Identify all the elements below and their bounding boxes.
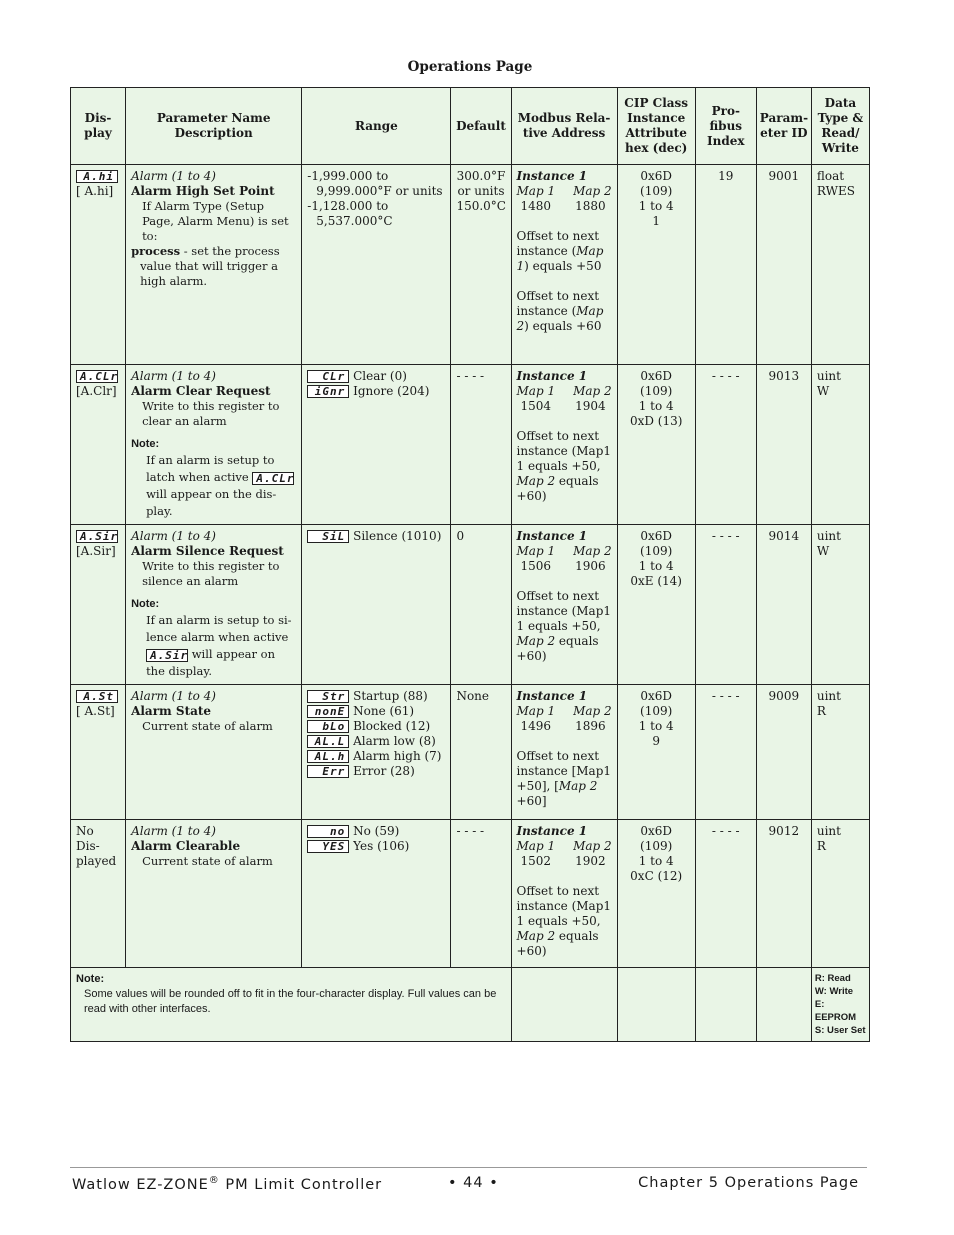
range-option: iGnr Ignore (204) (307, 384, 445, 399)
data-type-cell: uint W (811, 365, 869, 525)
param-name: Alarm High Set Point (131, 184, 275, 198)
lcd-option-icon: nonE (307, 705, 349, 718)
range-cell (302, 365, 451, 525)
lcd-display-icon: A.CLr (252, 472, 294, 485)
param-desc: If Alarm Type (Setup Page, Alarm Menu) is set to: (142, 199, 289, 243)
instance-label: Instance 1 (516, 529, 588, 543)
footer-chapter: Chapter 5 Operations Page (638, 1175, 859, 1191)
param-name: Alarm Clearable (131, 839, 241, 853)
default-cell: None (451, 685, 511, 820)
note-label: Note: (131, 598, 160, 610)
cip-cell: 0x6D (109) 1 to 4 0xC (12) (617, 820, 695, 968)
param-desc: Write to this register to silence an alarm (142, 559, 280, 588)
parameter-cell (126, 820, 302, 968)
param-desc: Current state of alarm (142, 719, 273, 733)
table-row (71, 525, 870, 685)
default-cell: - - - - (451, 365, 511, 525)
modbus-cell (511, 525, 617, 685)
param-name: Alarm Clear Request (131, 384, 271, 398)
lcd-option-icon: bLo (307, 720, 349, 733)
param-id-cell: 9009 (756, 685, 811, 820)
lcd-option-icon: iGnr (307, 385, 349, 398)
param-group: Alarm (1 to 4) (131, 824, 216, 838)
display-cell: No Dis-played (71, 820, 126, 968)
data-type-legend: R: Read W: Write E: EEPROM S: User Set (811, 968, 869, 1042)
parameter-cell (126, 525, 302, 685)
header-param-id: Param-eter ID (756, 88, 811, 165)
modbus-cell (511, 365, 617, 525)
range-option: SiL Silence (1010) (307, 529, 445, 544)
range-option: no No (59) (307, 824, 445, 839)
footnote-text: Some values will be rounded off to fit in the four-character display. Full values can be read with other interfaces. (84, 988, 497, 1015)
offset-text: Offset to next instance [Map1 +50], [Map 2 +60] (516, 749, 612, 808)
offset-map2: Offset to next instance (Map 2) equals +60 (516, 289, 604, 333)
range-option: YES Yes (106) (307, 839, 445, 854)
header-parameter: Parameter Name Description (126, 88, 302, 165)
param-group: Alarm (1 to 4) (131, 169, 216, 183)
param-desc: Write to this register to clear an alarm (142, 399, 280, 428)
range-f: -1,999.000 to 9,999.000°F or units (307, 169, 443, 198)
lcd-display-icon: A.CLr (76, 370, 118, 383)
map-addresses: 1504 1904 (520, 399, 606, 413)
footer-divider (70, 1167, 867, 1168)
profibus-cell: - - - - (695, 525, 756, 685)
param-id-cell: 9014 (756, 525, 811, 685)
range-c: -1,128.000 to 5,537.000°C (307, 199, 393, 228)
header-profibus: Pro-fibus Index (695, 88, 756, 165)
lcd-display-icon: A.Sir (146, 649, 188, 662)
map-addresses: 1496 1896 (520, 719, 606, 733)
range-cell (302, 525, 451, 685)
lcd-display-icon: A.hi (76, 170, 118, 183)
footer-page-number: • 44 • (448, 1175, 499, 1191)
display-cell (71, 685, 126, 820)
param-id-cell: 9012 (756, 820, 811, 968)
display-code: [ A.St] (76, 704, 115, 718)
empty-cell (695, 968, 756, 1042)
lcd-option-icon: Err (307, 765, 349, 778)
header-default: Default (451, 88, 511, 165)
default-cell: 300.0°F or units 150.0°C (451, 165, 511, 365)
page-title: Operations Page (407, 59, 533, 75)
modbus-cell (511, 165, 617, 365)
display-code: [ A.hi] (76, 184, 114, 198)
range-option: AL.L Alarm low (8) (307, 734, 445, 749)
lcd-option-icon: YES (307, 840, 349, 853)
map-labels: Map 1 Map 2 (516, 544, 612, 558)
map-labels: Map 1 Map 2 (516, 839, 612, 853)
lcd-option-icon: Str (307, 690, 349, 703)
profibus-cell: - - - - (695, 365, 756, 525)
param-id-cell: 9001 (756, 165, 811, 365)
parameter-cell (126, 685, 302, 820)
table-header-row (71, 88, 870, 165)
range-option: CLr Clear (0) (307, 369, 445, 384)
header-data-type: Data Type & Read/ Write (811, 88, 869, 165)
note-text: If an alarm is setup to latch when active A.CLr will appear on the dis-play. (146, 453, 295, 518)
profibus-cell: 19 (695, 165, 756, 365)
lcd-option-icon: AL.h (307, 750, 349, 763)
param-name: Alarm State (131, 704, 212, 718)
header-modbus: Modbus Rela-tive Address (511, 88, 617, 165)
instance-label: Instance 1 (516, 169, 588, 183)
param-id-cell: 9013 (756, 365, 811, 525)
offset-text: Offset to next instance (Map1 1 equals +50, Map 2 equals +60) (516, 884, 612, 958)
parameter-cell (126, 165, 302, 365)
display-code: [A.Clr] (76, 384, 117, 398)
empty-cell (756, 968, 811, 1042)
header-range: Range (302, 88, 451, 165)
table-row (71, 165, 870, 365)
lcd-option-icon: no (307, 825, 349, 838)
map-addresses: 1506 1906 (520, 559, 606, 573)
default-cell: - - - - (451, 820, 511, 968)
display-cell (71, 525, 126, 685)
range-option: nonE None (61) (307, 704, 445, 719)
table-row (71, 365, 870, 525)
param-group: Alarm (1 to 4) (131, 529, 216, 543)
offset-text: Offset to next instance (Map1 1 equals +50, Map 2 equals +60) (516, 589, 612, 663)
map-labels: Map 1 Map 2 (516, 704, 612, 718)
note-text: If an alarm is setup to si-lence alarm when active A.Sir will appear on the display. (146, 613, 292, 678)
display-cell (71, 165, 126, 365)
parameter-cell (126, 365, 302, 525)
instance-label: Instance 1 (516, 689, 588, 703)
range-option: AL.h Alarm high (7) (307, 749, 445, 764)
profibus-cell: - - - - (695, 685, 756, 820)
display-code: [A.Sir] (76, 544, 116, 558)
table-row (71, 685, 870, 820)
lcd-display-icon: A.Sir (76, 530, 118, 543)
lcd-option-icon: SiL (307, 530, 349, 543)
instance-label: Instance 1 (516, 824, 588, 838)
data-type-cell: uint R (811, 820, 869, 968)
range-option: bLo Blocked (12) (307, 719, 445, 734)
instance-label: Instance 1 (516, 369, 588, 383)
lcd-display-icon: A.St (76, 690, 118, 703)
footnote-row (71, 968, 870, 1042)
data-type-cell: float RWES (811, 165, 869, 365)
offset-map1: Offset to next instance (Map 1) equals +50 (516, 229, 604, 273)
param-group: Alarm (1 to 4) (131, 369, 216, 383)
cip-cell: 0x6D (109) 1 to 4 0xE (14) (617, 525, 695, 685)
profibus-cell: - - - - (695, 820, 756, 968)
lcd-option-icon: AL.L (307, 735, 349, 748)
map-labels: Map 1 Map 2 (516, 384, 612, 398)
table-row (71, 820, 870, 968)
empty-cell (617, 968, 695, 1042)
range-cell (302, 165, 451, 365)
data-type-cell: uint W (811, 525, 869, 685)
cip-cell: 0x6D (109) 1 to 4 9 (617, 685, 695, 820)
range-cell (302, 820, 451, 968)
operations-parameter-table (70, 87, 870, 1042)
map-labels: Map 1 Map 2 (516, 184, 612, 198)
note-label: Note: (131, 438, 160, 450)
param-group: Alarm (1 to 4) (131, 689, 216, 703)
header-display: Dis-play (71, 88, 126, 165)
data-type-cell: uint R (811, 685, 869, 820)
lcd-option-icon: CLr (307, 370, 349, 383)
cip-cell: 0x6D (109) 1 to 4 1 (617, 165, 695, 365)
map-addresses: 1502 1902 (520, 854, 606, 868)
param-name: Alarm Silence Request (131, 544, 284, 558)
default-cell: 0 (451, 525, 511, 685)
range-cell (302, 685, 451, 820)
footer-product: Watlow EZ-ZONE® PM Limit Controller (72, 1175, 383, 1193)
display-cell (71, 365, 126, 525)
footnote-label: Note: (76, 973, 105, 985)
range-option: Str Startup (88) (307, 689, 445, 704)
cip-cell: 0x6D (109) 1 to 4 0xD (13) (617, 365, 695, 525)
offset-text: Offset to next instance (Map1 1 equals +50, Map 2 equals +60) (516, 429, 612, 503)
range-option: Err Error (28) (307, 764, 445, 779)
modbus-cell (511, 685, 617, 820)
map-addresses: 1480 1880 (520, 199, 606, 213)
param-desc-process: process - set the process value that will trigger a high alarm. (131, 244, 280, 288)
footnote-cell (71, 968, 512, 1042)
param-desc: Current state of alarm (142, 854, 273, 868)
header-cip: CIP Class Instance Attribute hex (dec) (617, 88, 695, 165)
modbus-cell (511, 820, 617, 968)
empty-cell (511, 968, 617, 1042)
